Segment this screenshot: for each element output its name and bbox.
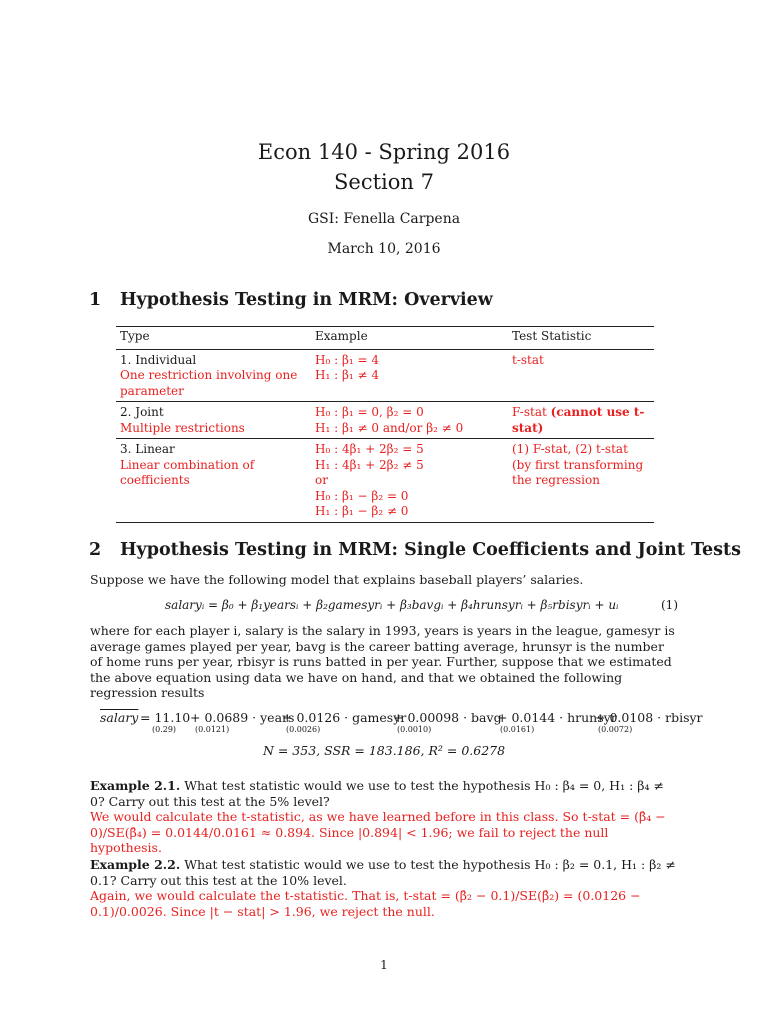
section-number: 2 [89,540,102,560]
table-row [116,349,654,402]
regression-term: + 0.0689 · years [190,710,295,725]
example-2-1 [90,778,678,856]
example-cell [311,349,508,402]
example-line: H₁ : β₁ ≠ 0 and/or β₂ ≠ 0 [315,420,464,435]
example-question: What test statistic would we use to test the hypothesis H₀ : β₄ = 0, H₁ : β₄ ≠ 0? Carry out this test at the 5% level? [90,778,664,809]
regression-results [100,710,703,740]
definitions-paragraph: where for each player i, salary is the salary in 1993, years is years in the league, gamesyr is average games played per year, bavg is the career batting average, hrunsyr is the number of home runs per year, rbisyr is runs batted in per year. Further, suppose that we estimated the above equation using data we have on hand, and that we obtained the following regression results [90,623,675,700]
example-line: H₀ : 4β₁ + 2β₂ = 5 [315,442,424,456]
example-line: H₀ : β₁ − β₂ = 0 [315,488,409,503]
regression-term: = 11.10 [140,710,191,725]
section-title: Hypothesis Testing in MRM: Single Coefficients and Joint Tests [120,540,741,560]
example-line: H₁ : β₁ − β₂ ≠ 0 [315,504,409,518]
intro-paragraph: Suppose we have the following model that explains baseball players’ salaries. [90,572,584,587]
test-statistic: (1) F-stat, (2) t-stat (by first transforming the regression [512,442,644,487]
equation-number: (1) [661,598,678,612]
test-cell [508,439,654,523]
regression-lhs: salary [100,710,139,725]
regression-term: + 0.00098 · bavg [393,710,502,725]
type-cell [116,349,311,402]
standard-error: (0.0010) [397,725,432,734]
regression-term: + 0.0126 · gamesyr [282,710,407,725]
example-label: Example 2.1. [90,778,181,793]
standard-error: (0.0161) [500,725,535,734]
page-number: 1 [380,958,388,972]
type-label: 1. Individual [120,352,197,367]
column-header: Example [315,329,368,343]
type-label: 2. Joint [120,405,164,419]
example-question: What test statistic would we use to test the hypothesis H₀ : β₂ = 0.1, H₁ : β₂ ≠ 0.1? Carry out this test at the 10% level. [90,857,676,888]
test-statistic: t-stat [512,352,544,367]
overview-table [116,326,654,523]
example-cell [311,402,508,439]
table-row [116,439,654,523]
regression-term: + 0.0144 · hrunsyr [497,710,617,725]
column-header: Test Statistic [512,329,592,343]
example-cell [311,439,508,523]
example-line: H₀ : β₁ = 4 [315,352,380,367]
section-title: Hypothesis Testing in MRM: Overview [120,290,493,310]
regression-term: + 0.0108 · rbisyr [595,710,703,725]
type-description: One restriction involving one parameter [120,368,298,398]
section-number: 1 [89,290,102,310]
equation-text: salaryᵢ = β₀ + β₁yearsᵢ + β₂gamesyrᵢ + β₃bavgᵢ + β₄hrunsyrᵢ + β₅rbisyrᵢ + uᵢ [165,598,619,612]
section-1-heading [89,290,493,310]
table-row [116,402,654,439]
column-header: Type [120,329,150,343]
test-cell [508,402,654,439]
table-header-row [116,327,654,350]
test-cell [508,349,654,402]
standard-error: (0.29) [152,725,177,734]
type-description: Multiple restrictions [120,420,245,435]
section-2-heading [89,540,741,560]
example-line: or [315,473,328,487]
type-label: 3. Linear [120,442,175,456]
example-answer: We would calculate the t-statistic, as we have learned before in this class. So t-stat = (β̂₄ − 0)/SE(β̂₄) = 0.0144/0.0161 ≈ 0.894. Since |0.894| < 1.96; we fail to reject the null hypothesis. [90,809,666,855]
standard-error: (0.0026) [286,725,321,734]
date-line: March 10, 2016 [327,241,441,257]
test-note: (cannot use t-stat) [512,405,645,435]
type-cell [116,439,311,523]
example-line: H₁ : β₁ ≠ 4 [315,368,380,382]
example-answer: Again, we would calculate the t-statistic. That is, t-stat = (β̂₂ − 0.1)/SE(β̂₂) = (0.0126 − 0.1)/0.0026. Since |t − stat| > 1.96, we reject the null. [90,888,641,919]
example-line: H₀ : β₁ = 0, β₂ = 0 [315,405,424,419]
type-cell [116,402,311,439]
example-line: H₁ : 4β₁ + 2β₂ ≠ 5 [315,457,424,472]
type-description: Linear combination of coefficients [120,457,255,487]
author-line: GSI: Fenella Carpena [307,211,461,227]
example-2-2 [90,857,678,919]
test-statistic: F-stat [512,405,547,419]
standard-error: (0.0121) [195,725,230,734]
standard-error: (0.0072) [598,725,633,734]
document-subtitle: Section 7 [334,170,434,194]
example-label: Example 2.2. [90,857,181,872]
document-title: Econ 140 - Spring 2016 [257,140,511,164]
regression-stats: N = 353, SSR = 183.186, R² = 0.6278 [262,743,506,758]
